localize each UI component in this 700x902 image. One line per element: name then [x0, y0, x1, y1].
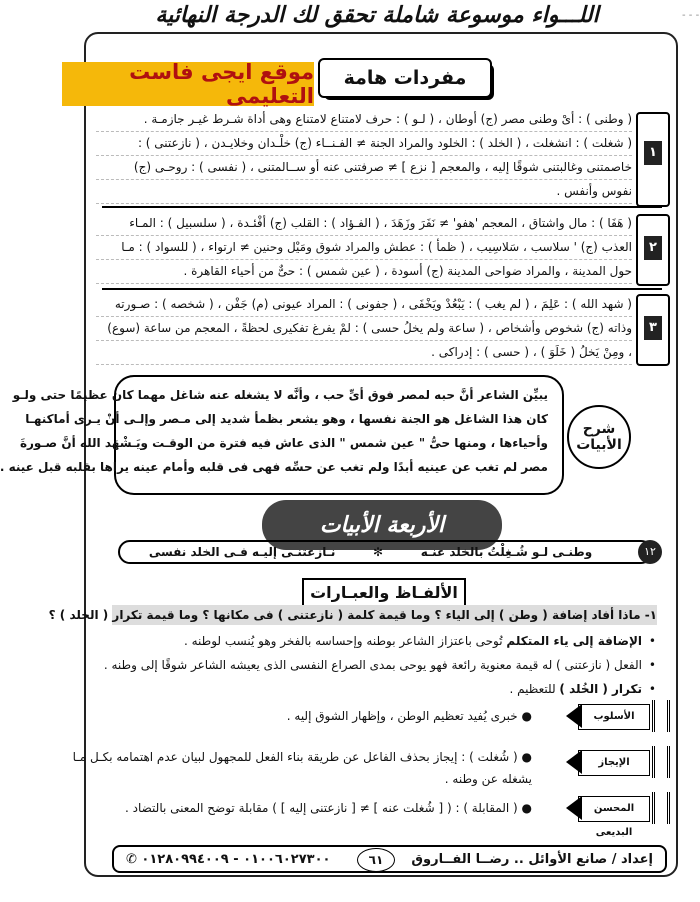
section-tab-2 — [636, 214, 670, 286]
vocab-section-3 — [96, 293, 632, 365]
vocab-line: ( هَفَا ) : مال واشتاق ، المعجم 'هفو' ≠ نَفَرَ وزَهَدَ ، ( الفـؤاد ) : القلب (ج) أفْئـدة ، ( سلسبيل ) : المـاء — [96, 212, 632, 236]
section-tab-1 — [636, 112, 670, 207]
section-number: ١ — [644, 141, 662, 165]
answer-bullet — [122, 630, 642, 652]
footer-phone: ٠١٠٠٦٠٢٧٣٠٠ - ٠١٢٨٠٩٩٤٠٠٩ ✆ — [126, 851, 331, 867]
vocab-title: مفردات هامة — [318, 58, 492, 98]
tag-bars — [652, 792, 670, 824]
arrow-icon — [566, 750, 582, 774]
side-item-line: ● ( المقابلة ) : ( [ شُغلت عنه ] ≠ [ نازعتنى إليه ] ) مقابلة توضح المعنى بالتضاد . — [125, 801, 532, 815]
section-divider — [102, 206, 662, 208]
site-badge[interactable]: موقع ايجى فاست التعليمى — [62, 62, 314, 106]
brevity-tag — [560, 746, 670, 778]
side-item-line: يشغله عن وطنه . — [444, 772, 532, 786]
verse-separator: ✻ — [373, 545, 384, 559]
question-line: ١- ماذا أفاد إضافة ( وطن ) إلى الياء ؟ وما قيمة كلمة ( نازعتنى ) فى مكانها ؟ وما قيمة تكرار ( الخلد ) ؟ — [112, 605, 657, 625]
bullet-key: الإضافة إلى ياء المتكلم — [506, 634, 642, 648]
arrow-icon — [566, 704, 582, 728]
vocab-line: ، ومِنْ يَخلُ ( خَلَوَ ) ، ( حسى ) : إدراكى . — [96, 341, 632, 365]
words-title: الألفـاظ والعبـارات — [302, 578, 466, 608]
bullet-text: تُوحى باعتزاز الشاعر بوطنه وإحساسه بالفخر وهو يُنسب لوطنه . — [183, 634, 507, 648]
explanation-line: مصر لم تغب عن عينيه أبدًا ولم تغب عن حسِّه فهى فى قلبه وأمام عينه يراها بقلبه قبل عينه . — [0, 460, 548, 474]
tag-label: المحسن البديعى — [578, 796, 650, 822]
vocab-line: العذب (ج) ' سلاسب ، سَلاسِيب ، ( ظمأ ) : عطش والمراد شوق ومَيْل وحنين ≠ ارتواء ، ( للسواد ) : مـا — [96, 236, 632, 260]
verses-ornament-title: الأربعة الأبيات — [262, 500, 502, 550]
verse-first-half: وطنـى لـو شُـغِلْتُ بالخلد عنـه — [420, 545, 593, 559]
style-tag — [560, 700, 670, 732]
tag-bars — [652, 700, 670, 732]
vocab-line: ( شهد الله ) : عَلِمَ ، ( لم يغب ) : يَبْعُدْ ويَخْفَى ، ( جفونى ) : المراد عيونى (م) جَفْن ، ( شخصه ) : صـورته — [96, 293, 632, 317]
bullet-text: الفعل ( نازعتنى ) له قيمة معنوية رائعة فهو يوحى بمدى الصراع النفسى الذى يعيشه الشاعر شوقًا إلى وطنه . — [103, 658, 642, 672]
vocab-line: وذاته (ج) شخوص وأشخاص ، ( ساعة ولم يخلُ حسى ) : لمْ يفرغ تفكيرى لحظةً ، المعجم من ساعة (سوع) — [96, 317, 632, 341]
verse-row — [118, 540, 653, 564]
rhetoric-tag — [560, 792, 670, 838]
section-number: ٢ — [644, 236, 662, 260]
explanation-line: كان هذا الشاغل هو الجنة نفسها ، وهو يشعر بظمأ شديد إلى مـصر وإلـى أنْ يـرى أماكنهـا — [25, 412, 548, 426]
vocab-line: خاصمتنى وغالبتنى شوقًا إليه ، والمعجم [ نزع ] ≠ صرفتنى عنه أو ســالمتنى ، ( نفسى ) : روحـى (ج) — [96, 156, 632, 180]
answer-bullet — [103, 654, 642, 676]
footer-author: إعداد / صانع الأوائل .. رضــا الفــاروق — [411, 851, 653, 867]
explanation-tag: شرح الأبيات — [567, 405, 631, 469]
explanation-line: يبيِّن الشاعر أنَّ حبه لمصر فوق أىِّ حب ، وأنَّه لا يشغله عنه شاغل مهما كان عظيمًا حتى ولـو — [12, 388, 548, 402]
side-item-line: ● خبرى يُفيد تعظيم الوطن ، وإظهار الشوق إليه . — [286, 709, 532, 723]
bullet-key: تكرار ( الخُلد ) — [559, 682, 642, 696]
vocab-section-1 — [96, 108, 632, 204]
side-item-line: ● ( شُغلت ) : إيجاز بحذف الفاعل عن طريقة بناء الفعل للمجهول لبيان عدم اهتمامه بكـل مـا — [72, 750, 532, 764]
vocab-section-2 — [96, 212, 632, 284]
explanation-line: وأحياءها ، ومنها حىُّ " عين شمس " الذى عاش فيه فترة من الوقـت ويَـشْهَد الله أنَّ صـورةَ — [19, 436, 548, 450]
page-header-title: اللـــواء موسوعة شاملة تحقق لك الدرجة النهائية — [155, 2, 599, 28]
tag-bars — [652, 746, 670, 778]
tag-label: الأسلوب — [578, 704, 650, 730]
section-tab-3 — [636, 294, 670, 366]
verse-second-half: نـازعتنـى إليـه فـى الخلد نفسى — [148, 545, 336, 559]
verse-number: ١٢ — [638, 540, 662, 564]
corner-mark: - - - — [682, 10, 700, 21]
vocab-line: حول المدينة ، والمراد ضواحى المدينة (ج) أسودة ، ( عين شمس ) : حىٌّ من أحياء القاهرة . — [96, 260, 632, 284]
verses-explanation — [0, 375, 564, 495]
section-number: ٣ — [644, 316, 662, 340]
bullet-text: للتعظيم . — [509, 682, 560, 696]
vocab-line: ( شغلت ) : انشغلت ، ( الخلد ) : الخلود والمراد الجنة ≠ الفـنــاء (ج) خلْـدان وخلايـدن ، ( نازعتنى ) : — [96, 132, 632, 156]
vocab-line: ( وطنى ) : أىْ وطنى مصر (ج) أوطان ، ( لـو ) : حرف لامتناع لامتناع وهى أداة شـرط غيـر جازمـة . — [96, 108, 632, 132]
page-number: ٦١ — [357, 848, 395, 872]
tag-label: الإيجاز — [578, 750, 650, 776]
section-divider — [102, 288, 662, 290]
answer-bullet — [122, 678, 642, 700]
vocab-line: نفوس وأنفس . — [96, 180, 632, 204]
arrow-icon — [566, 796, 582, 820]
